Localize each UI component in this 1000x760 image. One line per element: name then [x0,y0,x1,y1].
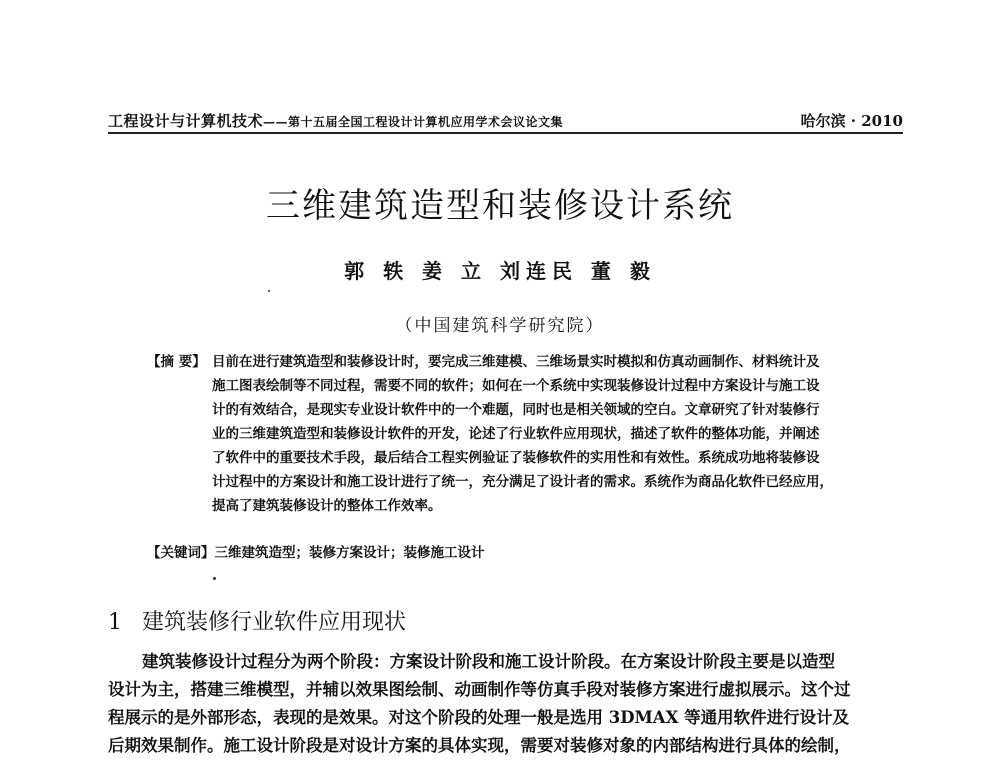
body-paragraph-line: 建筑装修设计过程分为两个阶段：方案设计阶段和施工设计阶段。在方案设计阶段主要是以造型 [142,652,835,671]
body-paragraph-line: 程展示的是外部形态，表现的是效果。对这个阶段的处理一般是选用 3DMAX 等通用软件进行设计及 [108,708,850,727]
abstract-label: 【摘 要】 [147,354,206,370]
body-paragraph-line: 后期效果制作。施工设计阶段是对设计方案的具体实现，需要对装修对象的内部结构进行具体的绘制， [108,736,851,755]
keywords-label: 【关键词】 [147,545,215,561]
scan-speck [213,577,216,580]
abstract-line: 目前在进行建筑造型和装修设计时，要完成三维建模、三维场景实时模拟和仿真动画制作、材料统计及 [212,354,820,370]
header-journal [108,110,563,131]
header-journal-main: 工程设计与计算机技术 [108,112,264,130]
abstract-line: 业的三维建筑造型和装修设计软件的开发，论述了行业软件应用现状，描述了软件的整体功能，并阐述 [212,426,820,442]
paper-title: 三维建筑造型和装修设计系统 [266,186,734,226]
abstract-line: 计的有效结合，是现实专业设计软件中的一个难题，同时也是相关领域的空白。文章研究了针对装修行 [212,402,820,418]
header-location-year: 哈尔滨 · 2010 [800,112,903,130]
section-heading [108,605,406,636]
section-number: 1 [108,610,122,635]
abstract-line: 施工图表绘制等不同过程，需要不同的软件；如何在一个系统中实现装修设计过程中方案设计与施工设 [212,378,820,394]
paper-authors: 郭 轶 姜 立 刘连民 董 毅 [344,259,656,283]
header-journal-sub: ——第十五届全国工程设计计算机应用学术会议论文集 [263,115,564,129]
paper-affiliation: （中国建筑科学研究院） [395,316,605,336]
section-title: 建筑装修行业软件应用现状 [142,610,407,635]
running-header [108,110,903,134]
abstract-line: 计过程中的方案设计和施工设计进行了统一，充分满足了设计者的需求。系统作为商品化软件已经应用， [212,474,833,490]
body-paragraph-line: 设计为主，搭建三维模型，并辅以效果图绘制、动画制作等仿真手段对装修方案进行虚拟展示。这个过 [108,680,851,699]
scan-speck [268,290,270,292]
keywords-text: 三维建筑造型；装修方案设计；装修施工设计 [214,545,485,561]
abstract-line: 了软件中的重要技术手段，最后结合工程实例验证了装修软件的实用性和有效性。系统成功地将装修设 [212,450,820,466]
abstract-line: 提高了建筑装修设计的整体工作效率。 [212,498,442,514]
keywords-line [147,541,485,561]
